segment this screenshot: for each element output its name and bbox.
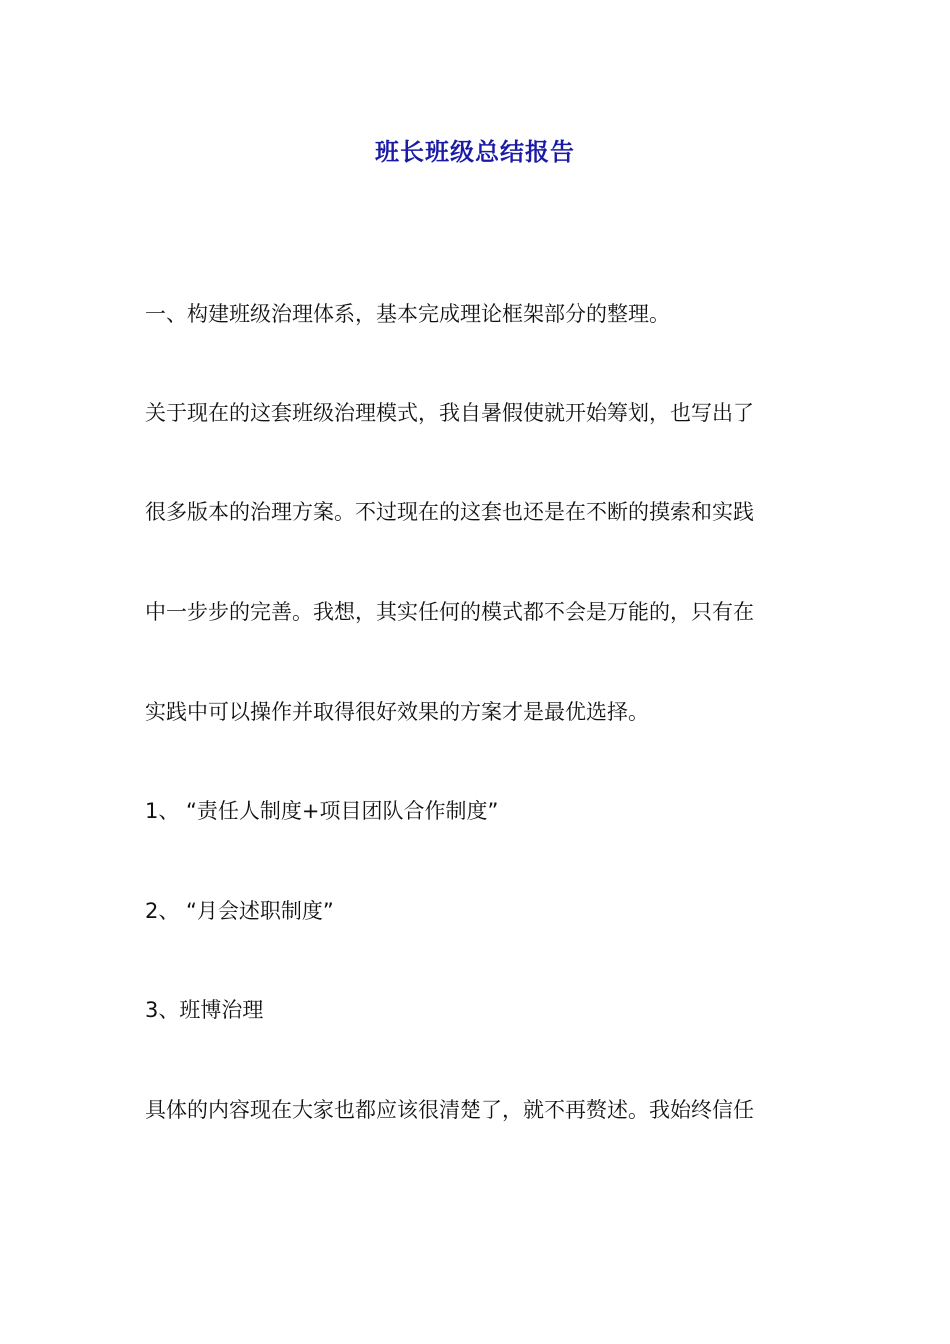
paragraph-line: 关于现在的这套班级治理模式，我自暑假使就开始筹划，也写出了 [145,401,754,425]
paragraph-line: 具体的内容现在大家也都应该很清楚了，就不再赘述。我始终信任 [145,1098,754,1122]
paragraph-line: 实践中可以操作并取得很好效果的方案才是最优选择。 [145,700,649,724]
list-item: 2、 “月会述职制度” [145,899,334,923]
paragraph-line: 很多版本的治理方案。不过现在的这套也还是在不断的摸索和实践 [145,500,754,524]
list-item: 1、 “责任人制度+项目团队合作制度” [145,799,499,823]
document-title: 班长班级总结报告 [375,138,575,166]
paragraph-line: 中一步步的完善。我想，其实任何的模式都不会是万能的，只有在 [145,600,754,624]
list-item: 3、班博治理 [145,998,264,1022]
section-heading: 一、构建班级治理体系，基本完成理论框架部分的整理。 [145,302,670,326]
